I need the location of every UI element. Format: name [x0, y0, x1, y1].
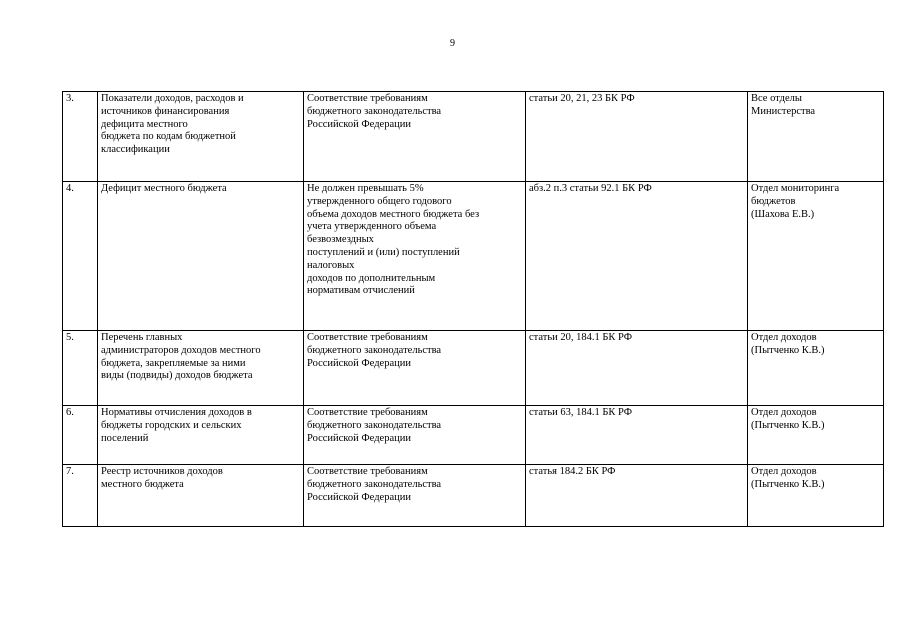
table-row — [63, 465, 884, 527]
legal-norm-cell: статья 184.2 БК РФ — [526, 465, 748, 527]
responsible-cell: Отдел доходов (Пытченко К.В.) — [748, 331, 884, 406]
legal-norm-cell: абз.2 п.3 статьи 92.1 БК РФ — [526, 182, 748, 331]
indicator-cell: Перечень главных администраторов доходов местного бюджета, закрепляемые за ними виды (подвиды) доходов бюджета — [98, 331, 304, 406]
indicator-cell: Нормативы отчисления доходов в бюджеты городских и сельских поселений — [98, 406, 304, 465]
requirement-cell: Соответствие требованиям бюджетного законодательства Российской Федерации — [304, 92, 526, 182]
requirement-cell: Соответствие требованиям бюджетного законодательства Российской Федерации — [304, 465, 526, 527]
requirement-cell: Соответствие требованиям бюджетного законодательства Российской Федерации — [304, 331, 526, 406]
row-number-cell: 3. — [63, 92, 98, 182]
responsible-cell: Отдел доходов (Пытченко К.В.) — [748, 406, 884, 465]
responsible-cell: Все отделы Министерства — [748, 92, 884, 182]
row-number-cell: 5. — [63, 331, 98, 406]
budget-requirements-table — [62, 91, 884, 527]
responsible-cell: Отдел доходов (Пытченко К.В.) — [748, 465, 884, 527]
table-row — [63, 92, 884, 182]
row-number-cell: 7. — [63, 465, 98, 527]
legal-norm-cell: статьи 20, 21, 23 БК РФ — [526, 92, 748, 182]
table-row — [63, 182, 884, 331]
indicator-cell: Дефицит местного бюджета — [98, 182, 304, 331]
page-number: 9 — [450, 38, 455, 49]
table-row — [63, 331, 884, 406]
legal-norm-cell: статьи 63, 184.1 БК РФ — [526, 406, 748, 465]
indicator-cell: Реестр источников доходов местного бюджета — [98, 465, 304, 527]
row-number-cell: 6. — [63, 406, 98, 465]
indicator-cell: Показатели доходов, расходов и источников финансирования дефицита местного бюджета по кодам бюджетной классификации — [98, 92, 304, 182]
legal-norm-cell: статьи 20, 184.1 БК РФ — [526, 331, 748, 406]
responsible-cell: Отдел мониторинга бюджетов (Шахова Е.В.) — [748, 182, 884, 331]
table-row — [63, 406, 884, 465]
row-number-cell: 4. — [63, 182, 98, 331]
requirement-cell: Соответствие требованиям бюджетного законодательства Российской Федерации — [304, 406, 526, 465]
requirement-cell: Не должен превышать 5% утвержденного общего годового объема доходов местного бюджета без учета утвержденного объема безвозмездных поступлений и (или) поступлений налоговых доходов по дополнительным нормативам отчислений — [304, 182, 526, 331]
